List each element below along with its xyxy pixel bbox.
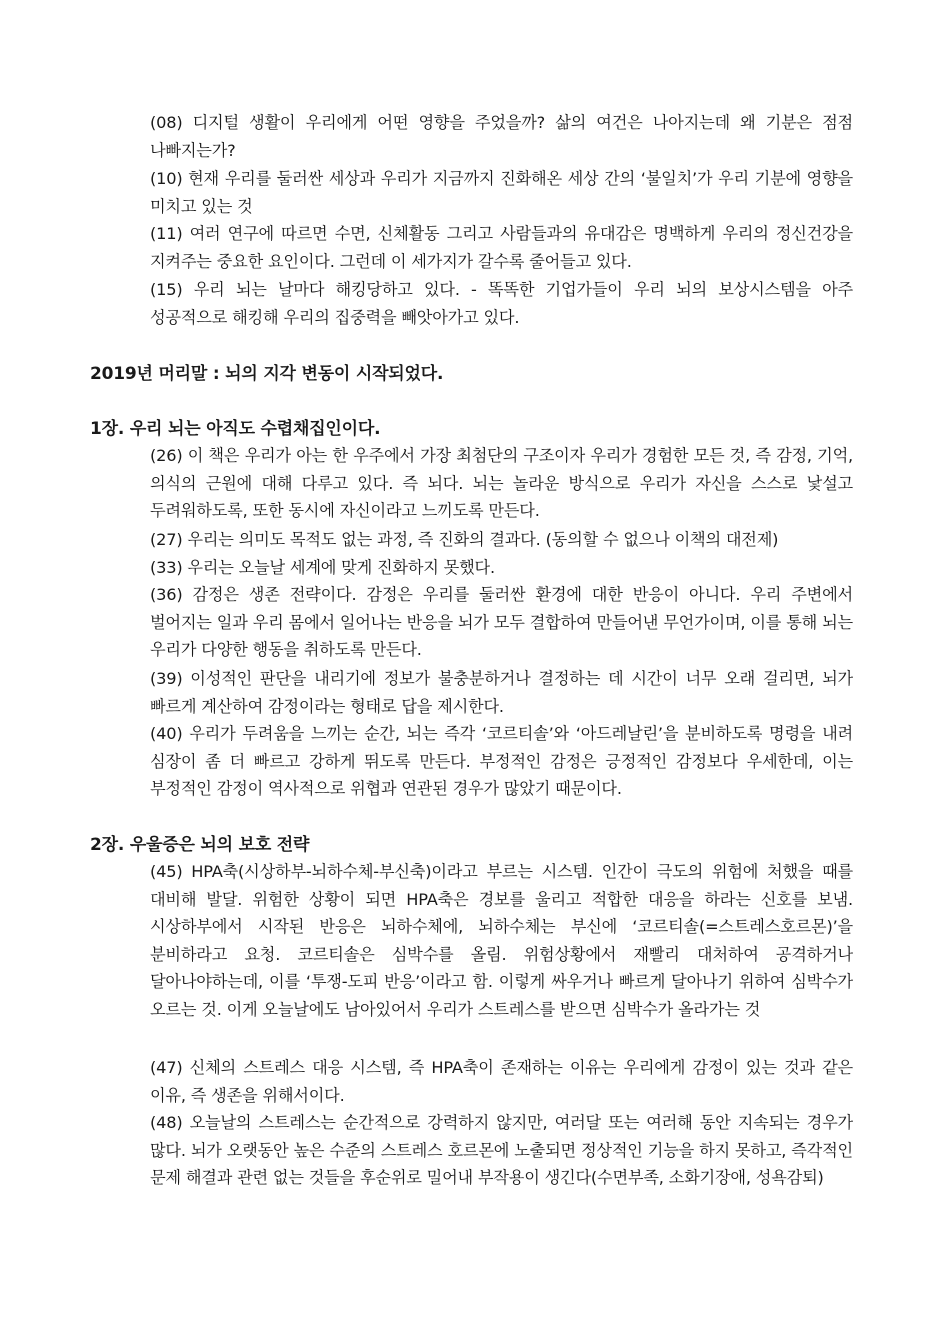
- note-10: (10) 현재 우리를 둘러싼 세상과 우리가 지금까지 진화해온 세상 간의 ‘불일치’가 우리 기분에 영향을 미치고 있는 것: [150, 169, 853, 216]
- preface-heading: 2019년 머리말 : 뇌의 지각 변동이 시작되었다.: [90, 364, 444, 384]
- note-48: (48) 오늘날의 스트레스는 순간적으로 강력하지 않지만, 여러달 또는 여러해 동안 지속되는 경우가 많다. 뇌가 오랫동안 높은 수준의 스트레스 호르몬에 노출되면 정상적인 기능을 하지 못하고, 즉각적인 문제 해결과 관련 없는 것들을 후순위로 밀어내 부작용이 생긴다(수면부족, 소화기장애, 성욕감퇴): [150, 1113, 853, 1188]
- note-26: (26) 이 책은 우리가 아는 한 우주에서 가장 최첨단의 구조이자 우리가 경험한 모든 것, 즉 감정, 기억, 의식의 근원에 대해 다루고 있다. 즉 뇌다. 뇌는 놀라운 방식으로 우리가 자신을 스스로 낯설고 두려워하도록, 또한 동시에 자신이라고 느끼도록 만든다.: [150, 446, 853, 521]
- chapter1-heading: 1장. 우리 뇌는 아직도 수렵채집인이다.: [90, 419, 381, 439]
- note-40: (40) 우리가 두려움을 느끼는 순간, 뇌는 즉각 ‘코르티솔’와 ‘아드레날린’을 분비하도록 명령을 내려 심장이 좀 더 빠르고 강하게 뛰도록 만든다. 부정적인 감정은 긍정적인 감정보다 우세한데, 이는 부정적인 감정이 역사적으로 위협과 연관된 경우가 많았기 때문이다.: [150, 724, 853, 799]
- note-47: (47) 신체의 스트레스 대응 시스템, 즉 HPA축이 존재하는 이유는 우리에게 감정이 있는 것과 같은 이유, 즉 생존을 위해서이다.: [150, 1058, 853, 1105]
- note-45: (45) HPA축(시상하부-뇌하수체-부신축)이라고 부르는 시스템. 인간이 극도의 위험에 처했을 때를 대비해 발달. 위험한 상황이 되면 HPA축은 경보를 울리고 적합한 대응을 하라는 신호를 보냄. 시상하부에서 시작된 반응은 뇌하수체에, 뇌하수체는 부신에 ‘코르티솔(=스트레스호르몬)’을 분비하라고 요청. 코르티솔은 심박수를 올림. 위험상황에서 재빨리 대처하여 공격하거나 달아나야하는데, 이를 ‘투쟁-도피 반응’이라고 함. 이렇게 싸우거나 빠르게 달아나기 위하여 심박수가 오르는 것. 이게 오늘날에도 남아있어서 우리가 스트레스를 받으면 심박수가 올라가는 것: [150, 862, 853, 1019]
- note-33: (33) 우리는 오늘날 세계에 맞게 진화하지 못했다.: [150, 558, 495, 577]
- note-39: (39) 이성적인 판단을 내리기에 정보가 불충분하거나 결정하는 데 시간이 너무 오래 걸리면, 뇌가 빠르게 계산하여 감정이라는 형태로 답을 제시한다.: [150, 669, 853, 716]
- chapter2-heading: 2장. 우울증은 뇌의 보호 전략: [90, 835, 310, 855]
- note-15: (15) 우리 뇌는 날마다 해킹당하고 있다. - 똑똑한 기업가들이 우리 뇌의 보상시스템을 아주 성공적으로 해킹해 우리의 집중력을 빼앗아가고 있다.: [150, 280, 853, 327]
- note-36: (36) 감정은 생존 전략이다. 감정은 우리를 둘러싼 환경에 대한 반응이 아니다. 우리 주변에서 벌어지는 일과 우리 몸에서 일어나는 반응을 뇌가 모두 결합하여 만들어낸 무언가이며, 이를 통해 뇌는 우리가 다양한 행동을 취하도록 만든다.: [150, 585, 853, 660]
- note-08: (08) 디지털 생활이 우리에게 어떤 영향을 주었을까? 삶의 여건은 나아지는데 왜 기분은 점점 나빠지는가?: [150, 113, 853, 160]
- note-27: (27) 우리는 의미도 목적도 없는 과정, 즉 진화의 결과다. (동의할 수 없으나 이책의 대전제): [150, 530, 779, 549]
- note-11: (11) 여러 연구에 따르면 수면, 신체활동 그리고 사람들과의 유대감은 명백하게 우리의 정신건강을 지켜주는 중요한 요인이다. 그런데 이 세가지가 갈수록 줄어들고 있다.: [150, 224, 853, 271]
